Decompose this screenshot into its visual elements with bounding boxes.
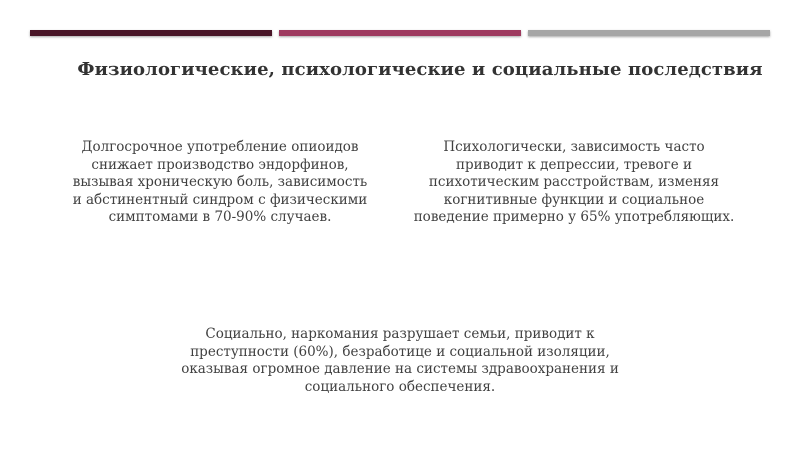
paragraph-line: оказывая огромное давление на системы здравоохранения и bbox=[181, 361, 619, 378]
slide-title: Физиологические, психологические и социальные последствия bbox=[77, 59, 763, 80]
paragraph-line: и абстинентный синдром с физическими bbox=[72, 191, 368, 208]
paragraph-line: приводит к депрессии, тревоге и bbox=[456, 156, 692, 173]
paragraph-line: Психологически, зависимость часто bbox=[443, 139, 705, 155]
paragraph-line: когнитивные функции и социальное bbox=[443, 191, 705, 208]
paragraph-line: социального обеспечения. bbox=[304, 378, 496, 395]
paragraph-line: вызывая хроническую боль, зависимость bbox=[72, 174, 368, 191]
accent-bar-dark bbox=[30, 30, 272, 36]
paragraph-line: Долгосрочное употребление опиоидов bbox=[81, 139, 359, 155]
paragraph-line: преступности (60%), безработице и социальной изоляции, bbox=[190, 343, 610, 360]
paragraph-line: снижает производство эндорфинов, bbox=[91, 156, 349, 173]
psychological-paragraph bbox=[398, 139, 750, 227]
paragraph-line: Социально, наркомания разрушает семьи, приводит к bbox=[205, 326, 595, 342]
paragraph-line: психотическим расстройствам, изменяя bbox=[428, 174, 720, 191]
accent-bar-gray bbox=[528, 30, 770, 36]
paragraph-line: поведение примерно у 65% употребляющих. bbox=[413, 209, 735, 226]
accent-bar-crimson bbox=[279, 30, 521, 36]
social-paragraph bbox=[150, 326, 650, 396]
physiological-paragraph bbox=[45, 139, 395, 227]
paragraph-line: симптомами в 70-90% случаев. bbox=[108, 209, 332, 226]
